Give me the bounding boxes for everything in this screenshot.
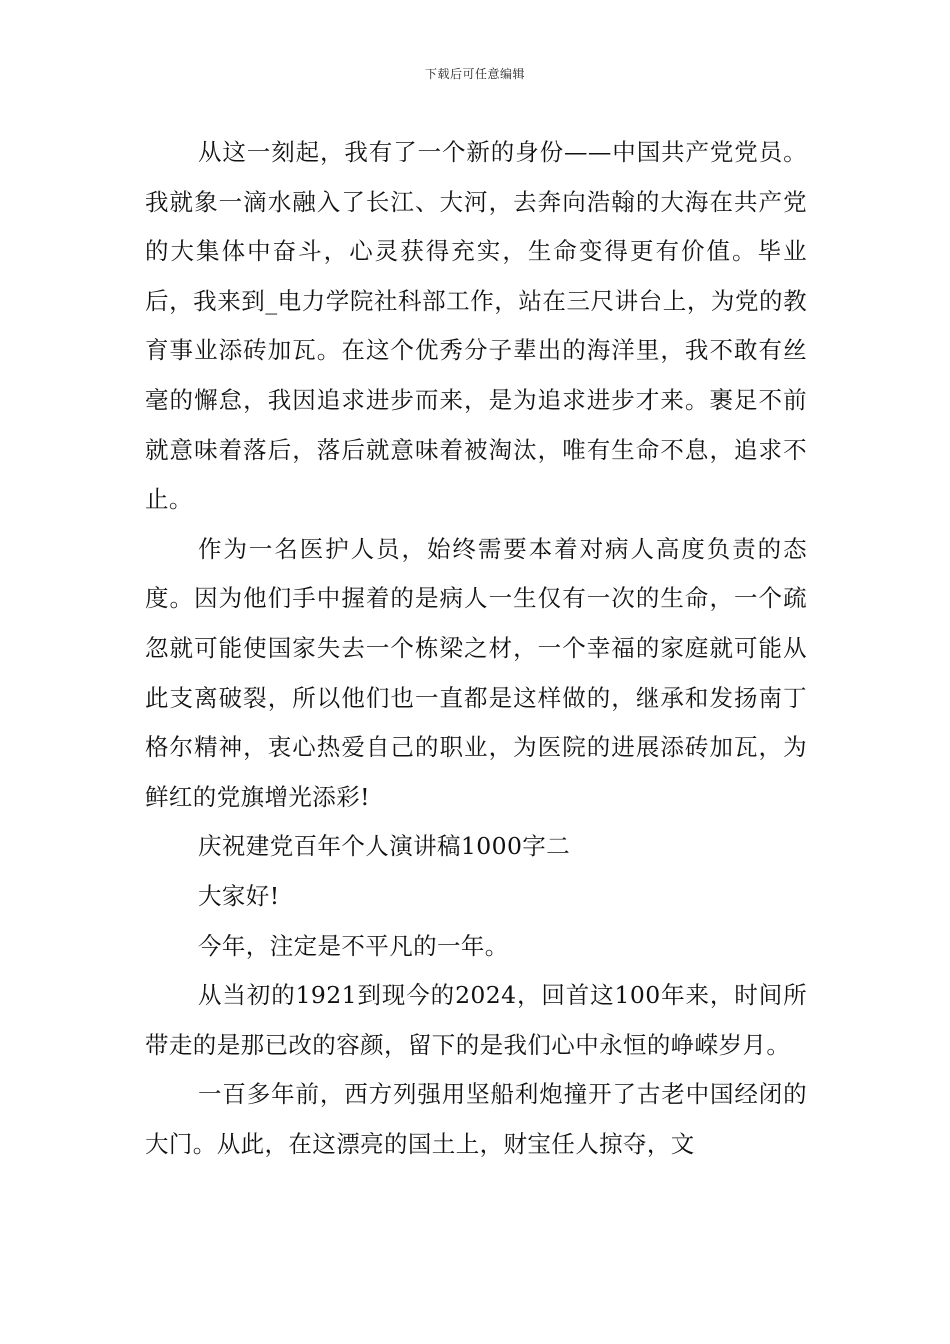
document-body xyxy=(145,128,807,1169)
paragraph-this-year: 今年，注定是不平凡的一年。 xyxy=(198,931,509,960)
paragraph-100-years: 从当初的1921到现今的2024，回首这100年来，时间所带走的是那已改的容颜，留下的是我们心中永恒的峥嵘岁月。 xyxy=(145,981,807,1059)
page-header: 下载后可任意编辑 xyxy=(424,67,525,81)
paragraph-history: 一百多年前，西方列强用坚船利炮撞开了古老中国经闭的大门。从此，在这漂亮的国土上，财宝任人掠夺，文 xyxy=(145,1080,807,1158)
paragraph-party-member: 从这一刻起，我有了一个新的身份——中国共产党党员。我就象一滴水融入了长江、大河，去奔向浩翰的大海在共产党的大集体中奋斗，心灵获得充实，生命变得更有价值。毕业后，我来到_电力学院社科部工作，站在三尺讲台上，为党的教育事业添砖加瓦。在这个优秀分子辈出的海洋里，我不敢有丝毫的懈怠，我因追求进步而来，是为追求进步才来。裹足不前就意味着落后，落后就意味着被淘汰，唯有生命不息，追求不止。 xyxy=(145,138,807,514)
speech-title: 庆祝建党百年个人演讲稿1000字二 xyxy=(198,832,571,861)
greeting: 大家好! xyxy=(198,881,280,910)
paragraph-medical-staff: 作为一名医护人员，始终需要本着对病人高度负责的态度。因为他们手中握着的是病人一生仅有一次的生命，一个疏忽就可能使国家失去一个栋梁之材，一个幸福的家庭就可能从此支离破裂，所以他们也一直都是这样做的，继承和发扬南丁格尔精神，衷心热爱自己的职业，为医院的进展添砖加瓦，为鲜红的党旗增光添彩! xyxy=(145,534,807,811)
